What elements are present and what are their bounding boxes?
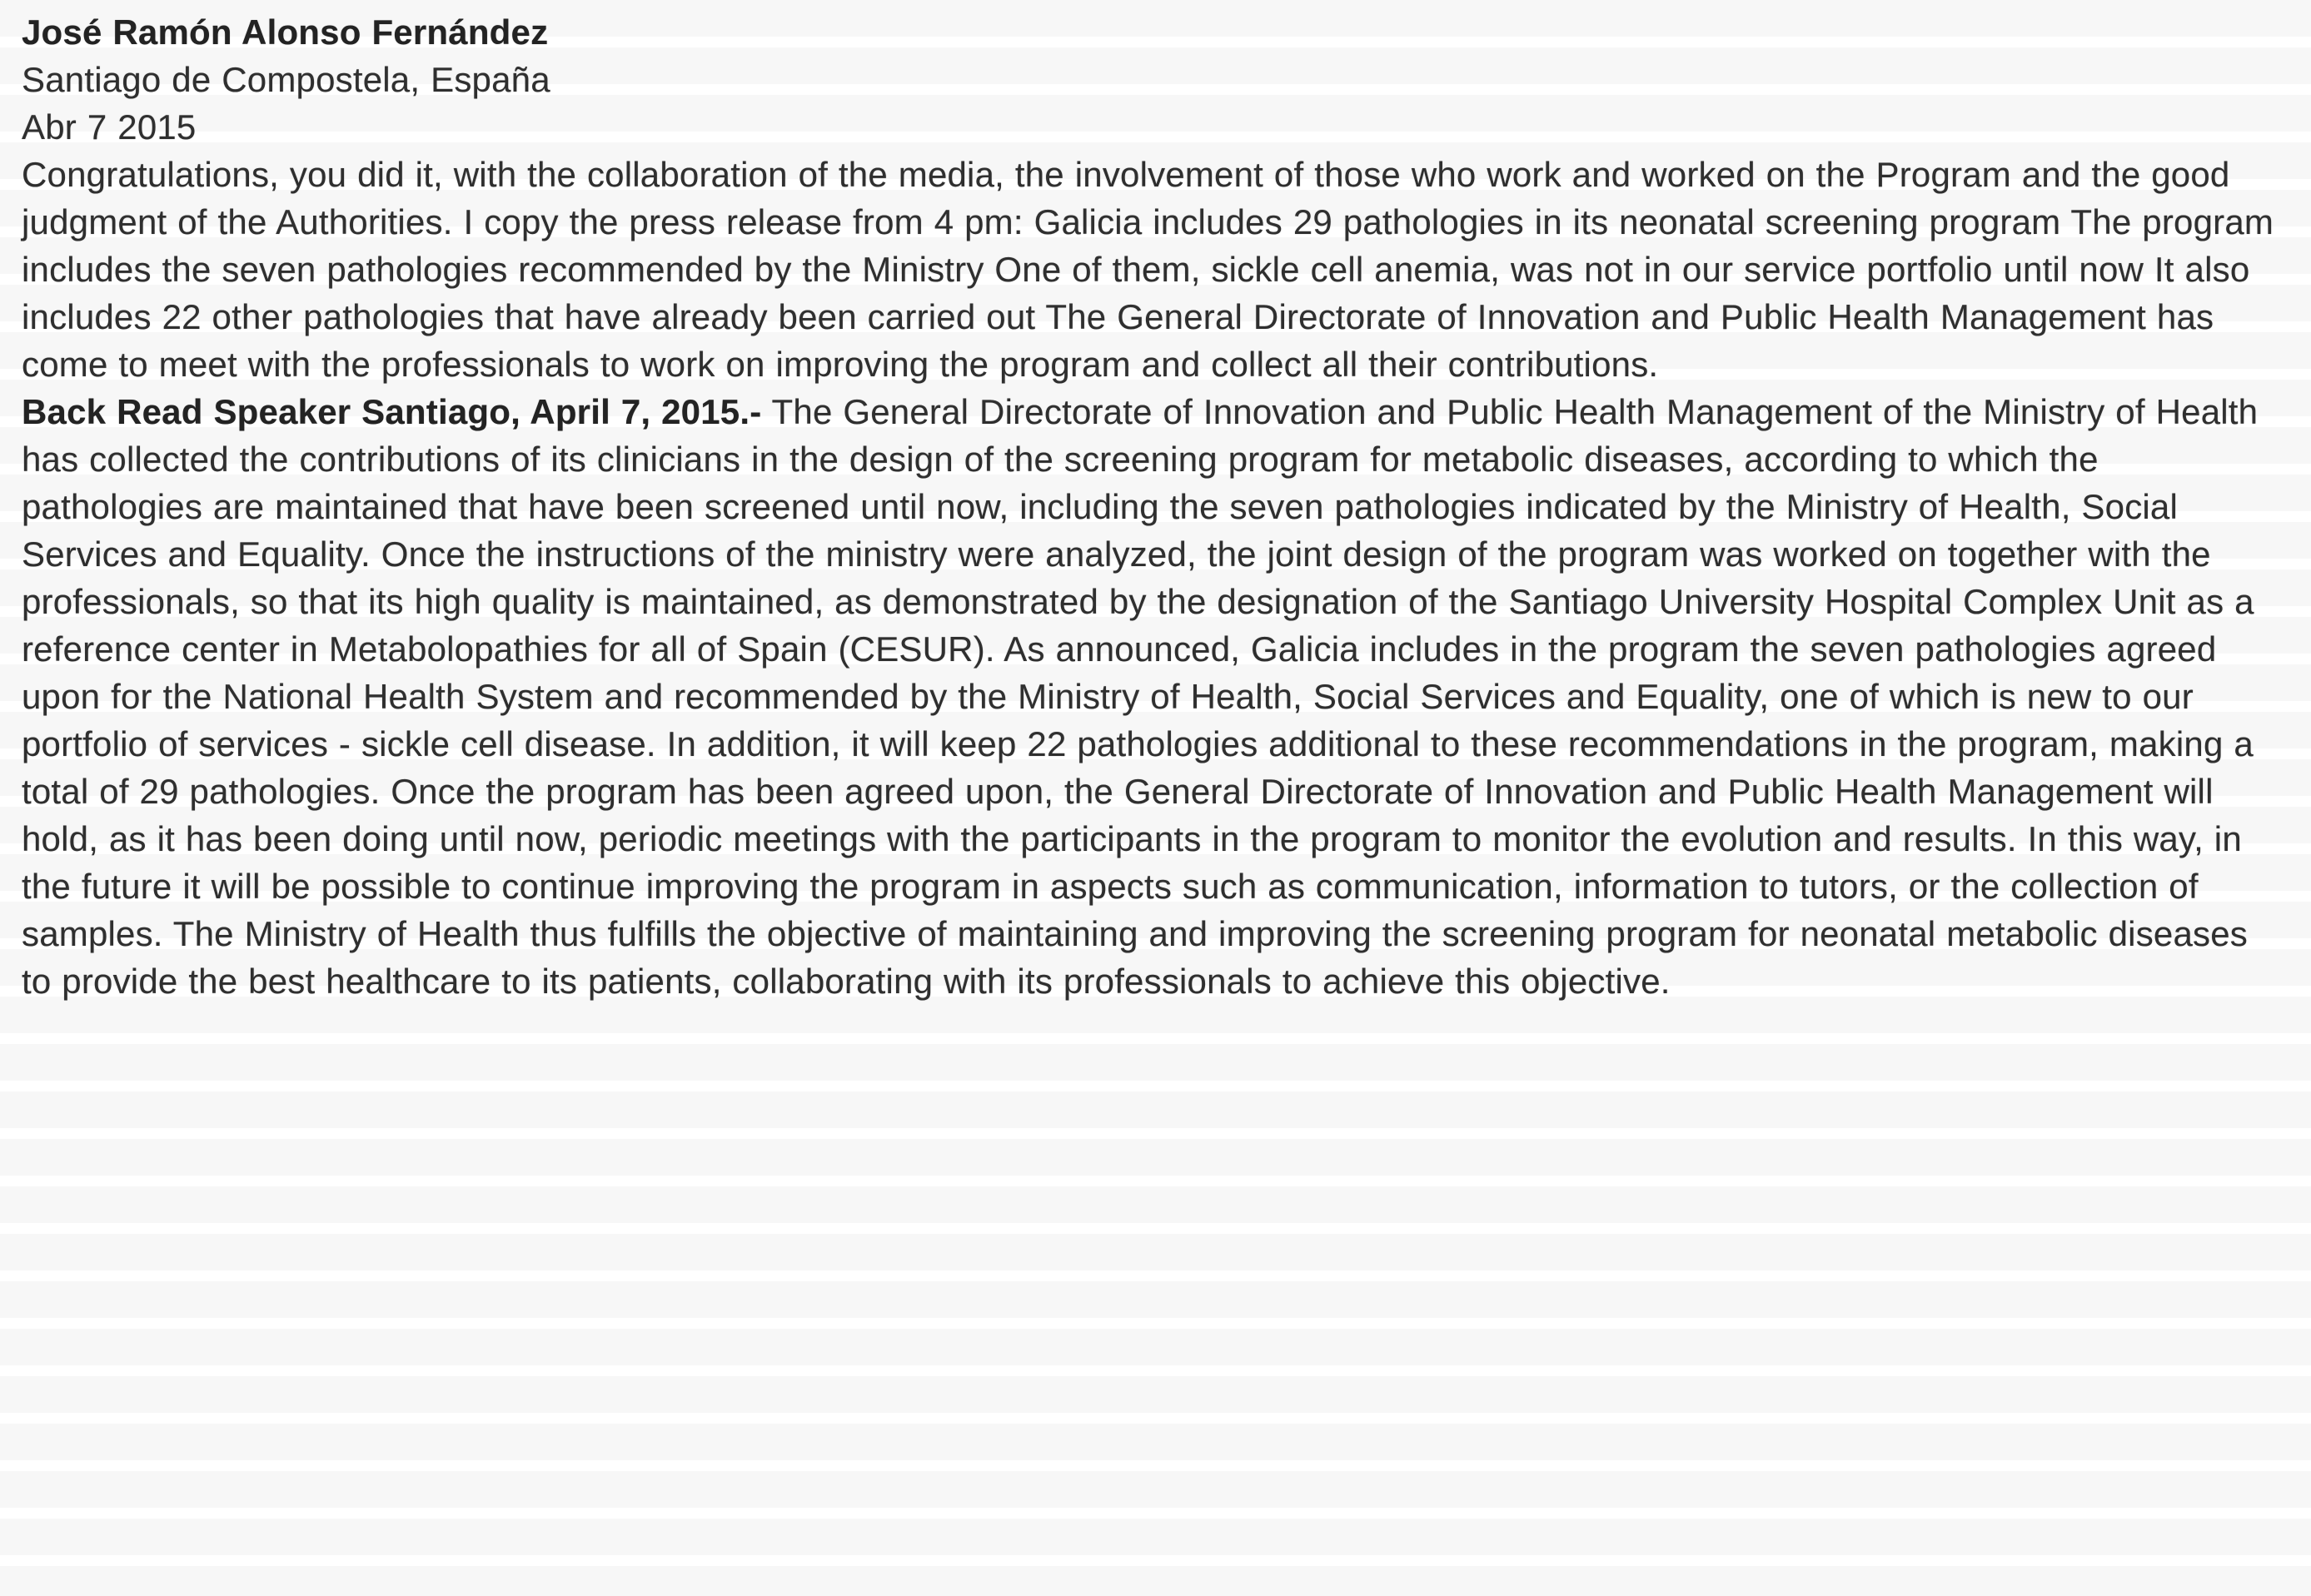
location-line: Santiago de Compostela, España <box>22 60 550 99</box>
author-name: José Ramón Alonso Fernández <box>22 12 549 52</box>
date-line: Abr 7 2015 <box>22 107 197 147</box>
letter-paragraph-congratulations: Congratulations, you did it, with the collaboration of the media, the involvement of those who work and worked on the Program and the good judgment of the Authorities. I copy the press release from 4 pm: Galicia includes 29 pathologies in its neonatal screening program The program includes the seven pathologies recommended by the Ministry One of them, sickle cell anemia, was not in our service portfolio until now It also includes 22 other pathologies that have already been carried out The General Directorate of Innovation and Public Health Management has come to meet with the professionals to work on improving the program and collect all their contributions. <box>22 155 2274 384</box>
press-release-body: The General Directorate of Innovation and Public Health Management of the Ministry of Health has collected the contributions of its clinicians in the design of the screening program for metabolic diseases, according to which the pathologies are maintained that have been screened until now, including the seven pathologies indicated by the Ministry of Health, Social Services and Equality. Once the instructions of the ministry were analyzed, the joint design of the program was worked on together with the professionals, so that its high quality is maintained, as demonstrated by the designation of the Santiago University Hospital Complex Unit as a reference center in Metabolopathies for all of Spain (CESUR). As announced, Galicia includes in the program the seven pathologies agreed upon for the National Health System and recommended by the Ministry of Health, Social Services and Equality, one of which is new to our portfolio of services - sickle cell disease. In addition, it will keep 22 pathologies additional to these recommendations in the program, making a total of 29 pathologies. Once the program has been agreed upon, the General Directorate of Innovation and Public Health Management will hold, as it has been doing until now, periodic meetings with the participants in the program to monitor the evolution and results. In this way, in the future it will be possible to continue improving the program in aspects such as communication, information to tutors, or the collection of samples. The Ministry of Health thus fulfills the objective of maintaining and improving the screening program for neonatal metabolic diseases to provide the best healthcare to its patients, collaborating with its professionals to achieve this objective. <box>22 392 2259 1001</box>
letter-paragraph-press-release <box>22 388 2288 1005</box>
press-release-heading: Back Read Speaker Santiago, April 7, 2015.- <box>22 392 762 431</box>
